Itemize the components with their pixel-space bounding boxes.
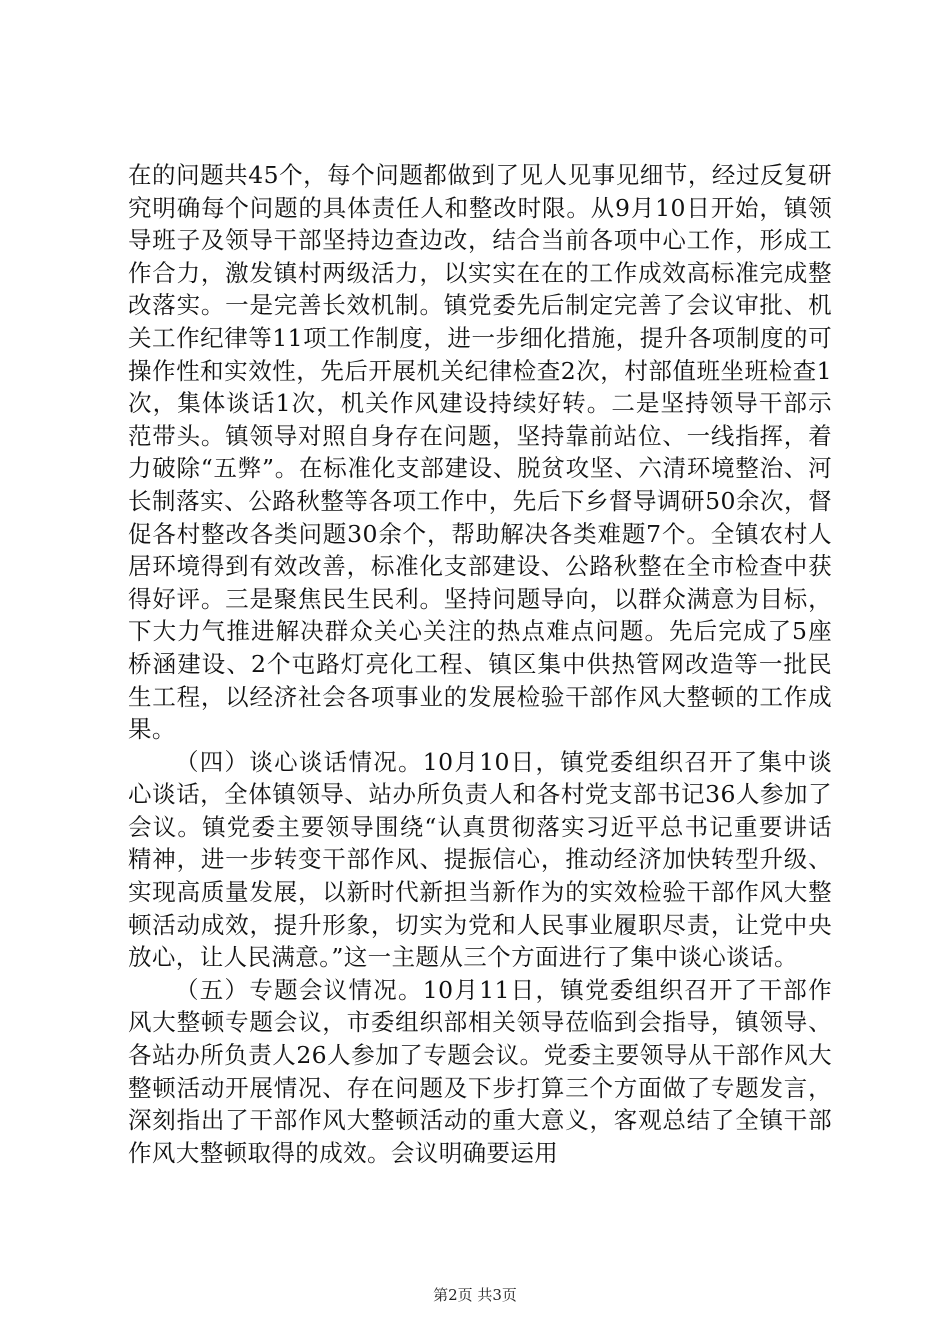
paragraph-rectification-results: 在的问题共45个，每个问题都做到了见人见事见细节，经过反复研究明确每个问题的具体责任人和整改时限。从9月10日开始，镇领导班子及领导干部坚持边查边改，结合当前各项中心工作，形成工作合力，激发镇村两级活力，以实实在在的工作成效高标准完成整改落实。一是完善长效机制。镇党委先后制定完善了会议审批、机关工作纪律等11项工作制度，进一步细化措施，提升各项制度的可操作性和实效性，先后开展机关纪律检查2次，村部值班坐班检查1次，集体谈话1次，机关作风建设持续好转。二是坚持领导干部示范带头。镇领导对照自身存在问题，坚持靠前站位、一线指挥，着力破除“五弊”。在标准化支部建设、脱贫攻坚、六清环境整治、河长制落实、公路秋整等各项工作中，先后下乡督导调研50余次，督促各村整改各类问题30余个，帮助解决各类难题7个。全镇农村人居环境得到有效改善，标准化支部建设、公路秋整在全市检查中获得好评。三是聚焦民生民利。坚持问题导向，以群众满意为目标，下大力气推进解决群众关心关注的热点难点问题。先后完成了5座桥涵建设、2个屯路灯亮化工程、镇区集中供热管网改造等一批民生工程，以经济社会各项事业的发展检验干部作风大整顿的工作成果。 [128, 161, 832, 744]
paragraph-heart-to-heart-talks: （四）谈心谈话情况。10月10日，镇党委组织召开了集中谈心谈话，全体镇领导、站办所负责人和各村党支部书记36人参加了会议。镇党委主要领导围绕“认真贯彻落实习近平总书记重要讲话精神，进一步转变干部作风、提振信心，推动经济加快转型升级、实现高质量发展，以新时代新担当新作为的实效检验干部作风大整顿活动成效，提升形象，切实为党和人民事业履职尽责，让党中央放心，让人民满意。”这一主题从三个方面进行了集中谈心谈话。 [128, 747, 832, 972]
page-footer: 第2页 共3页 [433, 1286, 517, 1304]
paragraph-special-meeting: （五）专题会议情况。10月11日，镇党委组织召开了干部作风大整顿专题会议，市委组织部相关领导莅临到会指导，镇领导、各站办所负责人26人参加了专题会议。党委主要领导从干部作风大整顿活动开展情况、存在问题及下步打算三个方面做了专题发言，深刻指出了干部作风大整顿活动的重大意义，客观总结了全镇干部作风大整顿取得的成效。会议明确要运用 [128, 975, 832, 1167]
document-body [128, 159, 832, 1169]
